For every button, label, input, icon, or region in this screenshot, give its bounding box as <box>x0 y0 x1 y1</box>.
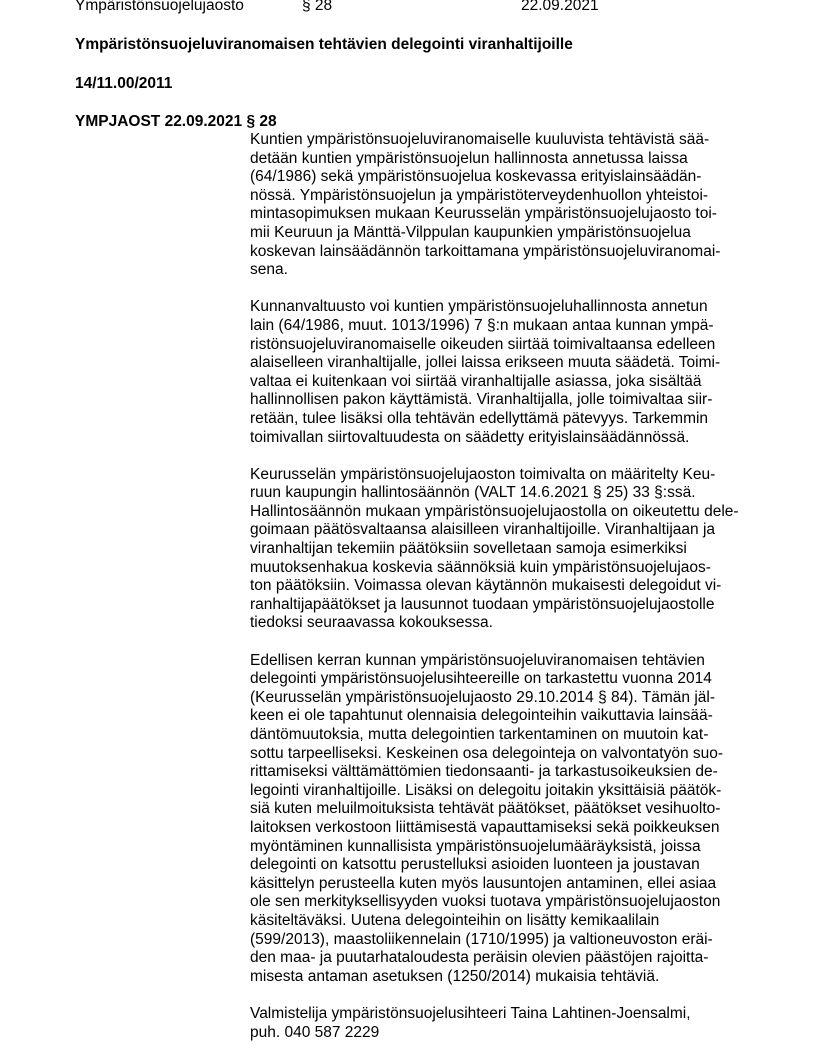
meeting-reference: YMPJAOST 22.09.2021 § 28 <box>75 113 277 130</box>
paragraph-delegation-authority: Kunnanvaltuusto voi kuntien ympäristönsuojeluhallinnosta annetun lain (64/1986, muut. 1013/1996) 7 §:n mukaan antaa kunnan ympä- ristönsuojeluviranomaiselle oikeuden siirtää toimivaltaansa edelleen alaiselleen viranhaltijalle, jollei laissa erikseen muuta säädetä. Toimi- valtaa ei kuitenkaan voi siirtää viranhaltijalle asiassa, joka sisältää hallinnollisen pakon käyttämistä. Viranhaltijalla, jolle toimivaltaa siir- retään, tulee lisäksi olla tehtävän edellyttämä pätevyys. Tarkemmin toimivallan siirtovaltuudesta on säädetty erityislainsäädännössä. <box>250 298 721 446</box>
paragraph-preparer: Valmistelija ympäristönsuojelusihteeri Taina Lahtinen-Joensalmi, puh. 040 587 2229 <box>250 1004 691 1041</box>
page-header <box>75 0 775 19</box>
document-title: Ympäristönsuojeluviranomaisen tehtävien delegointi viranhaltijoille <box>75 36 573 53</box>
paragraph-previous-delegation: Edellisen kerran kunnan ympäristönsuojeluviranomaisen tehtävien delegointi ympäristönsuojelusihteereille on tarkastettu vuonna 2014 (Keurusselän ympäristönsuojelujaosto 29.10.2014 § 84). Tämän jäl- keen ei ole tapahtunut olennaisia delegointeihin vaikuttavia lainsää- däntömuutoksia, mutta delegointien tarkentaminen on muutoin kat- sottu tarpeelliseksi. Keskeinen osa delegointeja on valvontatyön suo- rittamiseksi välttämättömien tiedonsaanti- ja tarkastusoikeuksien de- legointi viranhaltijoille. Lisäksi on delegoitu joitakin yksittäisiä päätök- siä kuten meluilmoituksista tehtävät päätökset, päätökset vesihuolto- laitoksen verkostoon liittämisestä vapauttamiseksi sekä poikkeuksen myöntäminen kunnallisista ympäristönsuojelumääräyksistä, joissa delegointi on katsottu perustelluksi asioiden luonteen ja joustavan käsittelyn perusteella kuten myös lausuntojen antaminen, ellei asiaa ole sen merkityksellisyyden vuoksi tuotava ympäristönsuojelujaoston käsiteltäväksi. Uutena delegointeihin on lisätty kemikaalilain (599/2013), maastoliikennelain (1710/1995) ja valtioneuvoston eräi- den maa- ja puutarhataloudesta peräisin olevien päästöjen rajoitta- misesta antaman asetuksen (1250/2014) mukaisia tehtäviä. <box>250 651 724 985</box>
header-committee: Ympäristönsuojelujaosto <box>75 0 244 14</box>
body-text <box>250 131 750 1042</box>
header-section-number: § 28 <box>302 0 333 14</box>
header-date: 22.09.2021 <box>521 0 599 14</box>
paragraph-administrative-rules: Keurusselän ympäristönsuojelujaoston toimivalta on määritelty Keu- ruun kaupungin hallintosäännön (VALT 14.6.2021 § 25) 33 §:ssä. Hallintosäännön mukaan ympäristönsuojelujaostolla on oikeutettu dele- goimaan päätösvaltaansa alaisilleen viranhaltijoille. Viranhaltijaan ja viranhaltijan tekemiin päätöksiin sovelletaan samoja esimerkiksi muutoksenhakua koskevia säännöksiä kuin ympäristönsuojelujaos- ton päätöksiin. Voimassa olevan käytännön mukaisesti delegoidut vi- ranhaltijapäätökset ja lausunnot tuodaan ympäristönsuojelujaostolle tiedoksi seuraavassa kokouksessa. <box>250 465 739 632</box>
paragraph-legal-basis: Kuntien ympäristönsuojeluviranomaiselle kuuluvista tehtävistä sää- detään kuntien ympäristönsuojelun hallinnosta annetussa laissa (64/1986) sekä ympäristönsuojelua koskevassa erityislainsäädän- nössä. Ympäristönsuojelun ja ympäristöterveydenhuollon yhteistoi- mintasopimuksen mukaan Keurusselän ympäristönsuojelujaosto toi- mii Keuruun ja Mänttä-Vilppulan kaupunkien ympäristönsuojelua koskevan lainsäädännön tarkoittamana ympäristönsuojeluviranomai- sena. <box>250 131 721 279</box>
document-number: 14/11.00/2011 <box>75 75 173 92</box>
